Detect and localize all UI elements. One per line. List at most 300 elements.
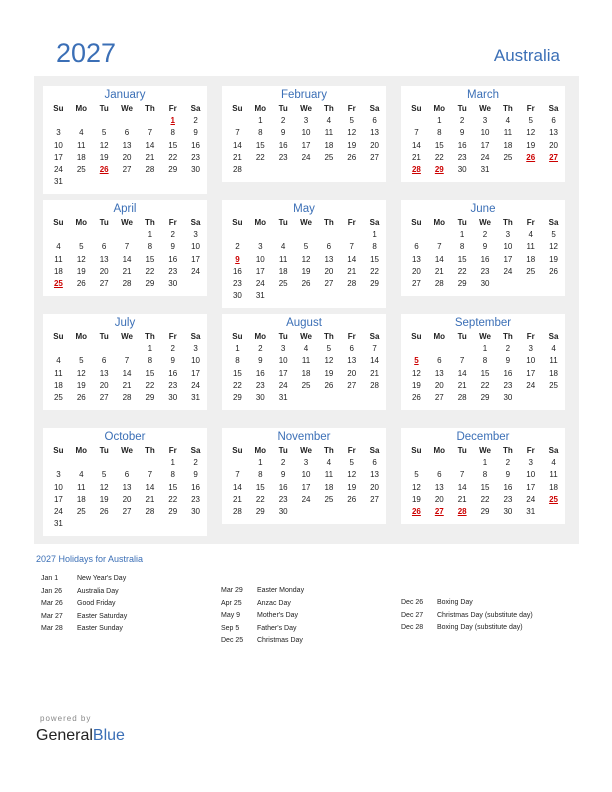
day-cell[interactable]: 23 [168,266,178,276]
day-cell[interactable]: 3 [505,230,511,240]
day-cell[interactable]: 2 [505,344,511,354]
day-cell[interactable]: 11 [549,470,558,480]
day-cell[interactable]: 14 [122,254,132,264]
day-cell[interactable]: 24 [191,380,200,390]
day-cell[interactable]: 7 [349,242,354,252]
day-cell[interactable]: 6 [414,242,419,252]
day-cell[interactable]: 23 [191,152,200,162]
day-cell[interactable]: 30 [191,507,200,517]
day-cell[interactable]: 13 [99,254,109,264]
day-cell[interactable]: 15 [480,482,490,492]
day-cell[interactable]: 2 [170,230,175,240]
day-cell[interactable]: 23 [503,380,513,390]
day-cell[interactable]: 21 [122,266,132,276]
day-cell[interactable]: 31 [526,507,536,517]
day-cell[interactable]: 20 [434,494,444,504]
day-cell[interactable]: 22 [434,152,444,162]
day-cell[interactable]: 10 [480,128,490,138]
day-cell[interactable]: 2 [170,344,175,354]
day-cell[interactable]: 22 [232,380,242,390]
day-cell[interactable]: 14 [347,254,357,264]
day-cell[interactable]: 2 [280,116,286,126]
day-cell[interactable]: 27 [370,494,379,504]
day-cell[interactable]: 5 [303,242,309,252]
day-cell[interactable]: 10 [526,470,536,480]
day-cell[interactable]: 19 [99,152,109,162]
day-cell[interactable]: 4 [280,242,286,252]
day-cell[interactable]: 5 [326,344,332,354]
day-cell[interactable]: 29 [480,507,490,517]
day-cell[interactable]: 21 [457,494,467,504]
day-cell[interactable]: 17 [301,482,311,492]
day-cell[interactable]: 17 [255,266,265,276]
day-cell[interactable]: 7 [437,242,442,252]
day-cell[interactable]: 18 [53,266,63,276]
day-cell[interactable]: 30 [457,165,467,175]
day-cell[interactable]: 7 [459,470,465,480]
day-cell[interactable]: 24 [503,266,513,276]
day-cell[interactable]: 3 [258,242,263,252]
day-cell[interactable]: 14 [145,140,155,150]
day-cell[interactable]: 1 [147,344,153,354]
day-cell[interactable]: 23 [278,152,288,162]
day-cell[interactable]: 13 [370,128,379,138]
day-cell[interactable]: 1 [459,230,465,240]
day-cell[interactable]: 23 [278,494,288,504]
day-cell[interactable]: 8 [170,470,175,480]
day-cell[interactable]: 30 [168,279,178,289]
day-cell[interactable]: 16 [168,368,178,378]
day-cell[interactable]: 11 [324,128,334,138]
day-cell[interactable]: 5 [528,116,533,126]
day-cell[interactable]: 6 [551,116,556,126]
day-cell[interactable]: 30 [191,165,200,175]
day-cell[interactable]: 3 [193,230,198,240]
day-cell[interactable]: 4 [505,116,511,126]
day-cell[interactable]: 19 [549,254,558,264]
holiday-day-cell[interactable]: 26 [526,152,536,162]
day-cell[interactable]: 12 [76,368,86,378]
day-cell[interactable]: 16 [191,482,200,492]
day-cell[interactable]: 14 [457,482,467,492]
day-cell[interactable]: 8 [147,242,153,252]
day-cell[interactable]: 20 [347,368,357,378]
day-cell[interactable]: 20 [99,380,109,390]
day-cell[interactable]: 31 [255,291,265,301]
day-cell[interactable]: 8 [170,128,175,138]
day-cell[interactable]: 12 [411,368,421,378]
day-cell[interactable]: 11 [54,254,63,264]
day-cell[interactable]: 6 [372,458,377,468]
day-cell[interactable]: 26 [76,279,86,289]
day-cell[interactable]: 8 [147,356,153,366]
day-cell[interactable]: 18 [301,368,311,378]
day-cell[interactable]: 13 [122,482,132,492]
day-cell[interactable]: 15 [457,254,467,264]
day-cell[interactable]: 11 [526,242,535,252]
day-cell[interactable]: 15 [232,368,242,378]
day-cell[interactable]: 25 [526,266,536,276]
day-cell[interactable]: 17 [480,140,490,150]
day-cell[interactable]: 2 [258,344,263,354]
day-cell[interactable]: 4 [551,458,556,468]
day-cell[interactable]: 27 [99,393,109,403]
day-cell[interactable]: 4 [528,230,533,240]
day-cell[interactable]: 21 [370,368,379,378]
day-cell[interactable]: 6 [437,470,442,480]
day-cell[interactable]: 28 [434,279,444,289]
day-cell[interactable]: 7 [414,128,419,138]
day-cell[interactable]: 25 [53,393,63,403]
day-cell[interactable]: 9 [280,128,286,138]
day-cell[interactable]: 19 [301,266,311,276]
day-cell[interactable]: 4 [56,242,61,252]
day-cell[interactable]: 1 [235,344,240,354]
day-cell[interactable]: 4 [551,344,556,354]
day-cell[interactable]: 4 [79,128,84,138]
holiday-day-cell[interactable]: 27 [434,507,444,517]
day-cell[interactable]: 23 [480,266,490,276]
day-cell[interactable]: 26 [411,393,421,403]
day-cell[interactable]: 10 [278,356,288,366]
day-cell[interactable]: 16 [480,254,490,264]
day-cell[interactable]: 21 [232,152,242,162]
day-cell[interactable]: 15 [255,482,265,492]
day-cell[interactable]: 16 [168,254,178,264]
day-cell[interactable]: 28 [347,279,357,289]
day-cell[interactable]: 17 [278,368,288,378]
day-cell[interactable]: 25 [278,279,288,289]
day-cell[interactable]: 8 [482,470,488,480]
day-cell[interactable]: 4 [56,356,61,366]
day-cell[interactable]: 2 [193,116,198,126]
day-cell[interactable]: 13 [324,254,334,264]
day-cell[interactable]: 21 [145,152,155,162]
day-cell[interactable]: 13 [411,254,421,264]
holiday-day-cell[interactable]: 25 [549,494,558,504]
day-cell[interactable]: 17 [53,494,63,504]
day-cell[interactable]: 20 [549,140,558,150]
day-cell[interactable]: 16 [278,140,288,150]
day-cell[interactable]: 2 [235,242,240,252]
day-cell[interactable]: 30 [232,291,242,301]
day-cell[interactable]: 5 [414,470,419,480]
day-cell[interactable]: 5 [349,458,354,468]
day-cell[interactable]: 6 [349,344,354,354]
day-cell[interactable]: 24 [191,266,200,276]
day-cell[interactable]: 28 [145,507,155,517]
day-cell[interactable]: 7 [235,128,240,138]
day-cell[interactable]: 14 [457,368,467,378]
day-cell[interactable]: 8 [437,128,442,138]
day-cell[interactable]: 16 [503,368,513,378]
holiday-day-cell[interactable]: 26 [99,165,109,175]
day-cell[interactable]: 8 [372,242,377,252]
day-cell[interactable]: 19 [76,380,86,390]
day-cell[interactable]: 12 [301,254,311,264]
day-cell[interactable]: 14 [434,254,444,264]
day-cell[interactable]: 11 [54,368,63,378]
day-cell[interactable]: 6 [372,116,377,126]
day-cell[interactable]: 9 [170,356,175,366]
day-cell[interactable]: 12 [99,482,109,492]
day-cell[interactable]: 25 [301,380,311,390]
day-cell[interactable]: 9 [193,128,198,138]
day-cell[interactable]: 3 [528,344,533,354]
day-cell[interactable]: 11 [77,140,86,150]
day-cell[interactable]: 2 [505,458,511,468]
day-cell[interactable]: 15 [434,140,444,150]
day-cell[interactable]: 5 [551,230,556,240]
day-cell[interactable]: 3 [303,458,309,468]
day-cell[interactable]: 12 [76,254,86,264]
day-cell[interactable]: 22 [370,266,379,276]
day-cell[interactable]: 8 [235,356,240,366]
day-cell[interactable]: 31 [278,393,288,403]
day-cell[interactable]: 9 [505,470,511,480]
day-cell[interactable]: 24 [526,494,536,504]
day-cell[interactable]: 12 [99,140,109,150]
day-cell[interactable]: 12 [324,356,334,366]
day-cell[interactable]: 25 [76,507,86,517]
day-cell[interactable]: 26 [76,393,86,403]
day-cell[interactable]: 9 [482,242,488,252]
day-cell[interactable]: 10 [191,242,200,252]
day-cell[interactable]: 11 [301,356,311,366]
day-cell[interactable]: 29 [145,393,155,403]
day-cell[interactable]: 21 [347,266,357,276]
day-cell[interactable]: 21 [122,380,132,390]
day-cell[interactable]: 6 [124,128,130,138]
day-cell[interactable]: 24 [53,165,63,175]
day-cell[interactable]: 11 [503,128,513,138]
day-cell[interactable]: 31 [480,165,490,175]
day-cell[interactable]: 1 [482,344,488,354]
day-cell[interactable]: 18 [549,482,558,492]
day-cell[interactable]: 19 [324,368,334,378]
day-cell[interactable]: 28 [370,380,379,390]
day-cell[interactable]: 29 [168,507,178,517]
day-cell[interactable]: 19 [411,494,421,504]
day-cell[interactable]: 20 [411,266,421,276]
day-cell[interactable]: 6 [101,242,107,252]
day-cell[interactable]: 14 [232,140,242,150]
day-cell[interactable]: 4 [79,470,84,480]
day-cell[interactable]: 4 [326,458,332,468]
day-cell[interactable]: 19 [347,140,357,150]
day-cell[interactable]: 12 [549,242,558,252]
day-cell[interactable]: 11 [279,254,288,264]
day-cell[interactable]: 5 [101,470,107,480]
day-cell[interactable]: 7 [235,470,240,480]
day-cell[interactable]: 30 [480,279,490,289]
day-cell[interactable]: 10 [53,140,63,150]
day-cell[interactable]: 17 [526,482,536,492]
day-cell[interactable]: 11 [77,482,86,492]
day-cell[interactable]: 2 [193,458,198,468]
holiday-day-cell[interactable]: 1 [170,116,175,126]
day-cell[interactable]: 3 [303,116,309,126]
day-cell[interactable]: 19 [347,482,357,492]
day-cell[interactable]: 14 [122,368,132,378]
day-cell[interactable]: 1 [258,116,263,126]
day-cell[interactable]: 3 [193,344,198,354]
day-cell[interactable]: 6 [124,470,130,480]
day-cell[interactable]: 9 [258,356,263,366]
day-cell[interactable]: 17 [53,152,63,162]
day-cell[interactable]: 23 [255,380,265,390]
day-cell[interactable]: 19 [76,266,86,276]
day-cell[interactable]: 15 [168,140,178,150]
day-cell[interactable]: 30 [503,507,513,517]
day-cell[interactable]: 22 [255,494,265,504]
day-cell[interactable]: 26 [301,279,311,289]
day-cell[interactable]: 15 [145,254,155,264]
day-cell[interactable]: 2 [482,230,488,240]
day-cell[interactable]: 15 [370,254,379,264]
day-cell[interactable]: 23 [232,279,242,289]
day-cell[interactable]: 10 [301,128,311,138]
day-cell[interactable]: 20 [434,380,444,390]
day-cell[interactable]: 13 [434,482,444,492]
day-cell[interactable]: 17 [503,254,513,264]
day-cell[interactable]: 19 [99,494,109,504]
day-cell[interactable]: 29 [255,507,265,517]
day-cell[interactable]: 5 [79,356,84,366]
day-cell[interactable]: 15 [255,140,265,150]
day-cell[interactable]: 31 [191,393,200,403]
day-cell[interactable]: 24 [301,152,311,162]
day-cell[interactable]: 3 [56,128,61,138]
day-cell[interactable]: 12 [411,482,421,492]
day-cell[interactable]: 29 [370,279,379,289]
day-cell[interactable]: 16 [278,482,288,492]
day-cell[interactable]: 23 [503,494,513,504]
day-cell[interactable]: 22 [145,380,155,390]
day-cell[interactable]: 18 [76,152,86,162]
day-cell[interactable]: 16 [191,140,200,150]
day-cell[interactable]: 18 [324,482,334,492]
day-cell[interactable]: 29 [145,279,155,289]
holiday-day-cell[interactable]: 5 [414,356,419,366]
brand-logo[interactable] [36,727,125,745]
day-cell[interactable]: 26 [549,266,558,276]
holiday-day-cell[interactable]: 28 [457,507,467,517]
day-cell[interactable]: 28 [232,165,242,175]
day-cell[interactable]: 13 [549,128,558,138]
day-cell[interactable]: 24 [480,152,490,162]
day-cell[interactable]: 22 [457,266,467,276]
day-cell[interactable]: 4 [303,344,309,354]
day-cell[interactable]: 25 [76,165,86,175]
day-cell[interactable]: 10 [255,254,265,264]
day-cell[interactable]: 30 [255,393,265,403]
day-cell[interactable]: 4 [326,116,332,126]
day-cell[interactable]: 7 [459,356,465,366]
day-cell[interactable]: 1 [170,458,175,468]
day-cell[interactable]: 7 [124,242,130,252]
day-cell[interactable]: 28 [232,507,242,517]
holiday-day-cell[interactable]: 29 [434,165,444,175]
day-cell[interactable]: 1 [482,458,488,468]
day-cell[interactable]: 1 [372,230,377,240]
day-cell[interactable]: 17 [191,368,200,378]
day-cell[interactable]: 20 [370,482,379,492]
day-cell[interactable]: 6 [101,356,107,366]
day-cell[interactable]: 27 [324,279,334,289]
day-cell[interactable]: 26 [99,507,109,517]
day-cell[interactable]: 14 [411,140,421,150]
day-cell[interactable]: 21 [457,380,467,390]
holiday-day-cell[interactable]: 9 [235,254,240,264]
day-cell[interactable]: 30 [503,393,513,403]
day-cell[interactable]: 9 [193,470,198,480]
holiday-day-cell[interactable]: 27 [549,152,558,162]
day-cell[interactable]: 29 [457,279,467,289]
day-cell[interactable]: 7 [147,470,153,480]
day-cell[interactable]: 10 [526,356,536,366]
day-cell[interactable]: 24 [278,380,288,390]
day-cell[interactable]: 8 [459,242,465,252]
day-cell[interactable]: 28 [457,393,467,403]
day-cell[interactable]: 20 [122,152,132,162]
day-cell[interactable]: 23 [457,152,467,162]
day-cell[interactable]: 27 [411,279,421,289]
day-cell[interactable]: 9 [280,470,286,480]
day-cell[interactable]: 24 [255,279,265,289]
day-cell[interactable]: 11 [324,470,334,480]
day-cell[interactable]: 10 [503,242,513,252]
day-cell[interactable]: 16 [232,266,242,276]
day-cell[interactable]: 24 [301,494,311,504]
day-cell[interactable]: 13 [99,368,109,378]
day-cell[interactable]: 8 [482,356,488,366]
day-cell[interactable]: 21 [434,266,444,276]
day-cell[interactable]: 22 [255,152,265,162]
day-cell[interactable]: 13 [347,356,357,366]
day-cell[interactable]: 19 [411,380,421,390]
day-cell[interactable]: 1 [258,458,263,468]
day-cell[interactable]: 9 [170,242,175,252]
day-cell[interactable]: 3 [528,458,533,468]
day-cell[interactable]: 7 [124,356,130,366]
day-cell[interactable]: 18 [324,140,334,150]
day-cell[interactable]: 15 [145,368,155,378]
day-cell[interactable]: 16 [255,368,265,378]
day-cell[interactable]: 19 [526,140,536,150]
holiday-day-cell[interactable]: 25 [53,279,63,289]
day-cell[interactable]: 21 [411,152,421,162]
day-cell[interactable]: 22 [145,266,155,276]
day-cell[interactable]: 14 [145,482,155,492]
day-cell[interactable]: 28 [145,165,155,175]
day-cell[interactable]: 1 [147,230,153,240]
day-cell[interactable]: 17 [191,254,200,264]
day-cell[interactable]: 9 [505,356,511,366]
day-cell[interactable]: 22 [480,380,490,390]
day-cell[interactable]: 10 [53,482,63,492]
day-cell[interactable]: 15 [168,482,178,492]
day-cell[interactable]: 8 [258,470,263,480]
day-cell[interactable]: 27 [347,380,357,390]
day-cell[interactable]: 28 [122,279,132,289]
day-cell[interactable]: 30 [168,393,178,403]
day-cell[interactable]: 11 [549,356,558,366]
day-cell[interactable]: 18 [526,254,536,264]
day-cell[interactable]: 16 [457,140,467,150]
day-cell[interactable]: 12 [347,128,357,138]
day-cell[interactable]: 24 [53,507,63,517]
